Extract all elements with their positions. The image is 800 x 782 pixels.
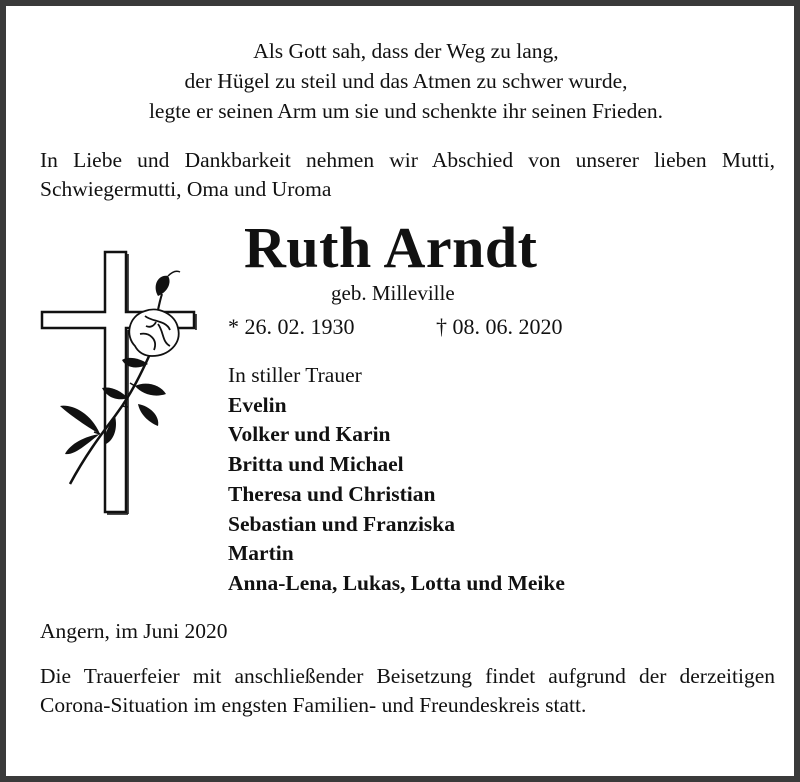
mourner-name: Theresa und Christian: [228, 481, 436, 506]
mourners-lead: In stiller Trauer: [228, 363, 362, 387]
death-date: † 08. 06. 2020: [436, 314, 563, 339]
mourner-name: Anna-Lena, Lukas, Lotta und Meike: [228, 570, 565, 595]
birth-date: * 26. 02. 1930: [228, 314, 355, 339]
mourner-name: Sebastian und Franziska: [228, 511, 456, 536]
mourner-name: Evelin: [228, 392, 287, 417]
poem-line-1: Als Gott sah, dass der Weg zu lang,: [253, 39, 559, 63]
born-name: geb. Milleville: [331, 281, 455, 305]
mourner-name: Volker und Karin: [228, 422, 391, 447]
poem: [6, 36, 800, 126]
rose-bloom: [129, 310, 178, 356]
funeral-notice: Die Trauerfeier mit anschließender Beisetzung findet aufgrund der derzeitigen Corona-Situation im engsten Familien- und Freundeskreis statt.: [40, 664, 775, 717]
cross-outline: [42, 252, 194, 512]
mourner-name: Martin: [228, 541, 294, 566]
deceased-name: Ruth Arndt: [244, 215, 538, 280]
poem-line-3: legte er seinen Arm um sie und schenkte ihr seinen Frieden.: [148, 99, 664, 123]
mourner-name: Britta und Michael: [228, 452, 404, 477]
rose-bud: [156, 276, 170, 296]
mourners: [228, 361, 565, 599]
place-and-date: Angern, im Juni 2020: [40, 619, 228, 643]
intro-text: In Liebe und Dankbarkeit nehmen wir Abschied von unserer lieben Mutti, Schwiegermutti, Oma und Uroma: [40, 148, 775, 201]
life-dates: [228, 312, 563, 342]
poem-line-2: der Hügel zu steil und das Atmen zu schwer wurde,: [184, 69, 628, 93]
cross-with-rose-icon: [40, 246, 200, 516]
